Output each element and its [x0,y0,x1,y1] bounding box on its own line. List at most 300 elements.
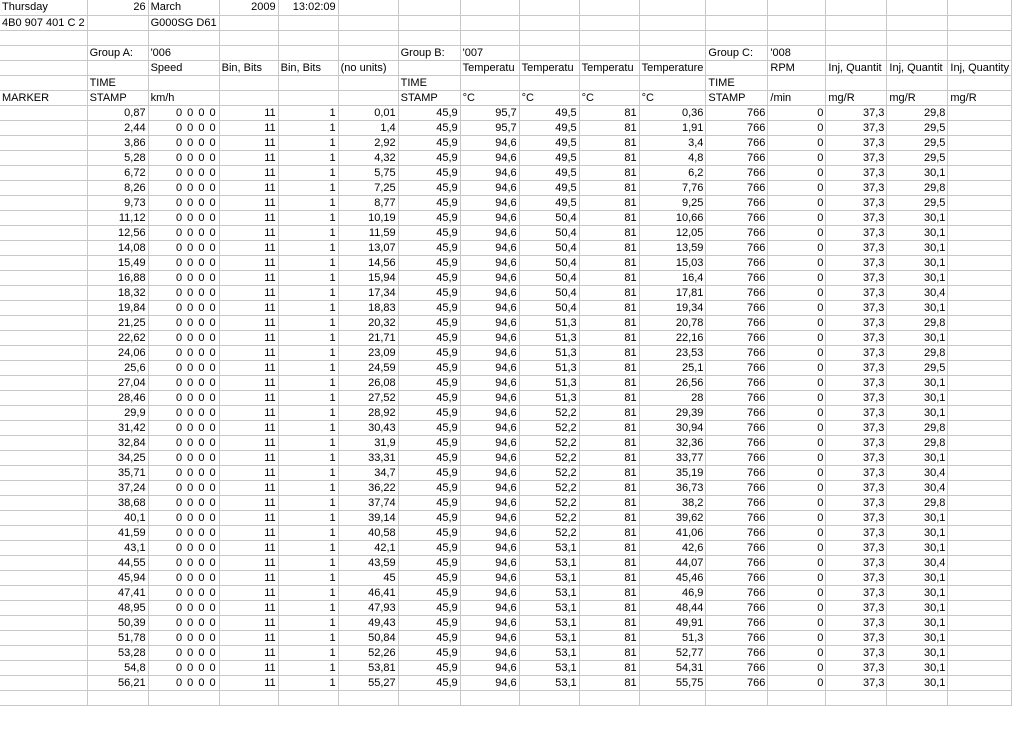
rpm-cell[interactable]: 0 [768,375,826,390]
rpm-cell[interactable]: 0 [768,555,826,570]
time-stamp-c-cell[interactable]: 766 [706,480,768,495]
rpm-cell[interactable]: 0 [768,345,826,360]
empty-cell[interactable] [519,75,579,90]
rpm-cell[interactable]: 0 [768,435,826,450]
temperature-3-cell[interactable]: 81 [579,150,639,165]
empty-cell[interactable] [148,75,219,90]
empty-cell[interactable] [398,690,460,705]
time-stamp-a-cell[interactable]: 51,78 [87,630,148,645]
bin-bits-name-cell[interactable]: Bin, Bits [278,60,338,75]
inj-quantity-3-cell[interactable] [948,120,1012,135]
temperature-2-cell[interactable]: 52,2 [519,525,579,540]
inj-unit-cell[interactable]: mg/R [826,90,887,105]
marker-cell[interactable] [0,270,87,285]
temperature-name-cell[interactable]: Temperature [639,60,706,75]
marker-cell[interactable] [0,390,87,405]
time-stamp-a-cell[interactable]: 31,42 [87,420,148,435]
bin-bits-2-cell[interactable]: 1 [278,495,338,510]
speed-cell[interactable]: 0 0 0 0 [148,660,219,675]
empty-cell[interactable] [887,45,948,60]
time-stamp-a-cell[interactable]: 5,28 [87,150,148,165]
time-stamp-a-cell[interactable]: 2,44 [87,120,148,135]
empty-cell[interactable] [948,15,1012,30]
time-stamp-c-cell[interactable]: 766 [706,630,768,645]
bin-bits-cell[interactable]: 11 [219,270,278,285]
empty-cell[interactable] [0,45,87,60]
speed-cell[interactable]: 0 0 0 0 [148,585,219,600]
time-stamp-b-cell[interactable]: 45,9 [398,285,460,300]
no-units-cell[interactable]: 17,34 [338,285,398,300]
empty-cell[interactable] [87,690,148,705]
temperature-4-cell[interactable]: 13,59 [639,240,706,255]
time-stamp-a-cell[interactable]: 15,49 [87,255,148,270]
temperature-4-cell[interactable]: 52,77 [639,645,706,660]
time-stamp-a-cell[interactable]: 18,32 [87,285,148,300]
inj-quantity-3-cell[interactable] [948,255,1012,270]
temperature-2-cell[interactable]: 51,3 [519,390,579,405]
temperature-1-cell[interactable]: 94,6 [460,360,519,375]
time-stamp-c-cell[interactable]: 766 [706,525,768,540]
rpm-cell[interactable]: 0 [768,675,826,690]
bin-bits-cell[interactable]: 11 [219,330,278,345]
inj-quantity-2-cell[interactable]: 30,1 [887,525,948,540]
rpm-cell[interactable]: 0 [768,510,826,525]
temperature-4-cell[interactable]: 48,44 [639,600,706,615]
inj-quantity-2-cell[interactable]: 30,1 [887,330,948,345]
empty-cell[interactable] [887,690,948,705]
inj-quantity-1-cell[interactable]: 37,3 [826,495,887,510]
bin-bits-cell[interactable]: 11 [219,135,278,150]
marker-cell[interactable] [0,570,87,585]
bin-bits-cell[interactable]: 11 [219,510,278,525]
no-units-cell[interactable]: 34,7 [338,465,398,480]
temperature-1-cell[interactable]: 94,6 [460,180,519,195]
bin-bits-cell[interactable]: 11 [219,405,278,420]
temperature-3-cell[interactable]: 81 [579,375,639,390]
time-stamp-a-cell[interactable]: 44,55 [87,555,148,570]
no-units-cell[interactable]: 10,19 [338,210,398,225]
temperature-2-cell[interactable]: 53,1 [519,555,579,570]
bin-bits-2-cell[interactable]: 1 [278,525,338,540]
speed-cell[interactable]: 0 0 0 0 [148,615,219,630]
time-stamp-b-cell[interactable]: 45,9 [398,135,460,150]
empty-cell[interactable] [460,0,519,15]
no-units-cell[interactable]: 49,43 [338,615,398,630]
time-stamp-a-cell[interactable]: 6,72 [87,165,148,180]
time-stamp-c-cell[interactable]: 766 [706,585,768,600]
time-stamp-c-cell[interactable]: 766 [706,510,768,525]
temperature-4-cell[interactable]: 20,78 [639,315,706,330]
inj-quantity-2-cell[interactable]: 30,4 [887,555,948,570]
rpm-cell[interactable]: 0 [768,465,826,480]
inj-quantity-3-cell[interactable] [948,315,1012,330]
temperature-1-cell[interactable]: 94,6 [460,285,519,300]
bin-bits-2-cell[interactable]: 1 [278,405,338,420]
temperature-1-cell[interactable]: 94,6 [460,465,519,480]
temperature-4-cell[interactable]: 51,3 [639,630,706,645]
temperature-3-cell[interactable]: 81 [579,345,639,360]
temperature-3-cell[interactable]: 81 [579,420,639,435]
inj-quantity-3-cell[interactable] [948,645,1012,660]
inj-quantity-name-cell[interactable]: Inj, Quantit [887,60,948,75]
time-stamp-c-cell[interactable]: 766 [706,555,768,570]
time-stamp-a-cell[interactable]: 0,87 [87,105,148,120]
marker-cell[interactable] [0,180,87,195]
time-stamp-b-cell[interactable]: 45,9 [398,660,460,675]
temperature-3-cell[interactable]: 81 [579,225,639,240]
time-stamp-a-cell[interactable]: 29,9 [87,405,148,420]
bin-bits-2-cell[interactable]: 1 [278,435,338,450]
empty-cell[interactable] [460,15,519,30]
temperature-2-cell[interactable]: 52,2 [519,420,579,435]
temperature-4-cell[interactable]: 10,66 [639,210,706,225]
bin-bits-cell[interactable]: 11 [219,570,278,585]
inj-quantity-1-cell[interactable]: 37,3 [826,405,887,420]
speed-cell[interactable]: 0 0 0 0 [148,405,219,420]
temperature-4-cell[interactable]: 46,9 [639,585,706,600]
temperature-2-cell[interactable]: 50,4 [519,270,579,285]
bin-bits-cell[interactable]: 11 [219,315,278,330]
temperature-3-cell[interactable]: 81 [579,300,639,315]
inj-quantity-2-cell[interactable]: 30,1 [887,375,948,390]
temperature-2-cell[interactable]: 49,5 [519,135,579,150]
time-stamp-a-cell[interactable]: 12,56 [87,225,148,240]
inj-quantity-1-cell[interactable]: 37,3 [826,630,887,645]
temperature-3-cell[interactable]: 81 [579,585,639,600]
rpm-cell[interactable]: 0 [768,150,826,165]
time-stamp-a-cell[interactable]: 41,59 [87,525,148,540]
time-stamp-b-cell[interactable]: 45,9 [398,225,460,240]
marker-cell[interactable] [0,660,87,675]
time-stamp-b-cell[interactable]: 45,9 [398,480,460,495]
bin-bits-cell[interactable]: 11 [219,450,278,465]
no-units-cell[interactable]: 50,84 [338,630,398,645]
no-units-cell[interactable]: 40,58 [338,525,398,540]
bin-bits-2-cell[interactable]: 1 [278,630,338,645]
speed-cell[interactable]: 0 0 0 0 [148,135,219,150]
marker-cell[interactable] [0,285,87,300]
empty-cell[interactable] [826,45,887,60]
empty-cell[interactable] [338,45,398,60]
time-cell[interactable]: 13:02:09 [278,0,338,15]
bin-bits-cell[interactable]: 11 [219,435,278,450]
temperature-1-cell[interactable]: 94,6 [460,615,519,630]
time-stamp-c-cell[interactable]: 766 [706,180,768,195]
bin-bits-2-cell[interactable]: 1 [278,120,338,135]
temperature-3-cell[interactable]: 81 [579,390,639,405]
empty-cell[interactable] [338,15,398,30]
time-stamp-b-cell[interactable]: 45,9 [398,585,460,600]
no-units-cell[interactable]: 36,22 [338,480,398,495]
empty-cell[interactable] [87,30,148,45]
speed-unit-cell[interactable]: km/h [148,90,219,105]
no-units-cell[interactable]: 52,26 [338,645,398,660]
inj-quantity-1-cell[interactable]: 37,3 [826,660,887,675]
temperature-1-cell[interactable]: 94,6 [460,315,519,330]
time-stamp-a-cell[interactable]: 34,25 [87,450,148,465]
bin-bits-cell[interactable]: 11 [219,120,278,135]
time-stamp-c-cell[interactable]: 766 [706,285,768,300]
temperature-1-cell[interactable]: 94,6 [460,660,519,675]
empty-cell[interactable] [338,0,398,15]
time-stamp-b-cell[interactable]: 45,9 [398,630,460,645]
no-units-cell[interactable]: 27,52 [338,390,398,405]
time-stamp-c-cell[interactable]: 766 [706,315,768,330]
no-units-cell[interactable]: 37,74 [338,495,398,510]
empty-cell[interactable] [948,30,1012,45]
temperature-unit-cell[interactable]: °C [460,90,519,105]
marker-cell[interactable] [0,555,87,570]
bin-bits-2-cell[interactable]: 1 [278,135,338,150]
empty-cell[interactable] [519,15,579,30]
time-stamp-b-cell[interactable]: 45,9 [398,465,460,480]
bin-bits-2-cell[interactable]: 1 [278,105,338,120]
stamp-a-cell[interactable]: STAMP [87,90,148,105]
inj-quantity-3-cell[interactable] [948,150,1012,165]
rpm-cell[interactable]: 0 [768,225,826,240]
bin-bits-2-cell[interactable]: 1 [278,345,338,360]
temperature-3-cell[interactable]: 81 [579,210,639,225]
inj-quantity-3-cell[interactable] [948,525,1012,540]
inj-quantity-1-cell[interactable]: 37,3 [826,390,887,405]
inj-quantity-3-cell[interactable] [948,300,1012,315]
temperature-2-cell[interactable]: 51,3 [519,360,579,375]
empty-cell[interactable] [148,30,219,45]
inj-quantity-3-cell[interactable] [948,195,1012,210]
inj-quantity-3-cell[interactable] [948,240,1012,255]
inj-quantity-1-cell[interactable]: 37,3 [826,270,887,285]
bin-bits-2-cell[interactable]: 1 [278,540,338,555]
temperature-4-cell[interactable]: 32,36 [639,435,706,450]
time-stamp-c-cell[interactable]: 766 [706,225,768,240]
speed-cell[interactable]: 0 0 0 0 [148,555,219,570]
inj-quantity-1-cell[interactable]: 37,3 [826,195,887,210]
temperature-2-cell[interactable]: 50,4 [519,255,579,270]
inj-quantity-3-cell[interactable] [948,390,1012,405]
time-stamp-b-cell[interactable]: 45,9 [398,405,460,420]
speed-cell[interactable]: 0 0 0 0 [148,120,219,135]
marker-cell[interactable] [0,300,87,315]
no-units-cell[interactable]: 45 [338,570,398,585]
no-units-cell[interactable]: 4,32 [338,150,398,165]
no-units-cell[interactable]: 0,01 [338,105,398,120]
time-stamp-b-cell[interactable]: 45,9 [398,525,460,540]
temperature-2-cell[interactable]: 53,1 [519,570,579,585]
inj-quantity-1-cell[interactable]: 37,3 [826,150,887,165]
marker-cell[interactable] [0,375,87,390]
inj-quantity-3-cell[interactable] [948,135,1012,150]
bin-bits-name-cell[interactable]: Bin, Bits [219,60,278,75]
temperature-2-cell[interactable]: 50,4 [519,240,579,255]
empty-cell[interactable] [579,30,639,45]
time-stamp-c-cell[interactable]: 766 [706,240,768,255]
rpm-cell[interactable]: 0 [768,315,826,330]
inj-quantity-1-cell[interactable]: 37,3 [826,225,887,240]
inj-quantity-3-cell[interactable] [948,435,1012,450]
bin-bits-2-cell[interactable]: 1 [278,570,338,585]
marker-cell[interactable] [0,225,87,240]
time-stamp-c-cell[interactable]: 766 [706,135,768,150]
time-stamp-b-cell[interactable]: 45,9 [398,570,460,585]
empty-cell[interactable] [579,75,639,90]
no-units-cell[interactable]: 2,92 [338,135,398,150]
inj-quantity-3-cell[interactable] [948,180,1012,195]
time-stamp-a-cell[interactable]: 56,21 [87,675,148,690]
bin-bits-2-cell[interactable]: 1 [278,315,338,330]
time-stamp-c-cell[interactable]: 766 [706,570,768,585]
time-stamp-c-cell[interactable]: 766 [706,405,768,420]
rpm-cell[interactable]: 0 [768,450,826,465]
time-label-c[interactable]: TIME [706,75,768,90]
temperature-4-cell[interactable]: 30,94 [639,420,706,435]
temperature-3-cell[interactable]: 81 [579,525,639,540]
inj-quantity-1-cell[interactable]: 37,3 [826,375,887,390]
marker-cell[interactable] [0,585,87,600]
temperature-3-cell[interactable]: 81 [579,540,639,555]
speed-cell[interactable]: 0 0 0 0 [148,375,219,390]
inj-quantity-3-cell[interactable] [948,405,1012,420]
temperature-2-cell[interactable]: 53,1 [519,585,579,600]
group-c-id[interactable]: '008 [768,45,826,60]
speed-cell[interactable]: 0 0 0 0 [148,525,219,540]
inj-quantity-3-cell[interactable] [948,420,1012,435]
rpm-cell[interactable]: 0 [768,645,826,660]
empty-cell[interactable] [398,30,460,45]
temperature-2-cell[interactable]: 53,1 [519,540,579,555]
inj-quantity-3-cell[interactable] [948,105,1012,120]
temperature-1-cell[interactable]: 94,6 [460,135,519,150]
inj-quantity-2-cell[interactable]: 29,8 [887,105,948,120]
marker-cell[interactable] [0,435,87,450]
marker-cell[interactable] [0,405,87,420]
time-stamp-a-cell[interactable]: 24,06 [87,345,148,360]
rpm-cell[interactable]: 0 [768,630,826,645]
time-stamp-a-cell[interactable]: 19,84 [87,300,148,315]
time-stamp-b-cell[interactable]: 45,9 [398,450,460,465]
no-units-cell[interactable]: 24,59 [338,360,398,375]
empty-cell[interactable] [639,75,706,90]
speed-cell[interactable]: 0 0 0 0 [148,510,219,525]
temperature-2-cell[interactable]: 52,2 [519,510,579,525]
temperature-3-cell[interactable]: 81 [579,120,639,135]
inj-quantity-2-cell[interactable]: 30,1 [887,210,948,225]
time-stamp-b-cell[interactable]: 45,9 [398,195,460,210]
inj-quantity-1-cell[interactable]: 37,3 [826,600,887,615]
empty-cell[interactable] [948,0,1012,15]
empty-cell[interactable] [706,60,768,75]
inj-quantity-1-cell[interactable]: 37,3 [826,240,887,255]
temperature-unit-cell[interactable]: °C [639,90,706,105]
marker-cell[interactable] [0,495,87,510]
temperature-4-cell[interactable]: 39,62 [639,510,706,525]
inj-quantity-2-cell[interactable]: 30,1 [887,240,948,255]
inj-quantity-2-cell[interactable]: 30,4 [887,285,948,300]
bin-bits-2-cell[interactable]: 1 [278,465,338,480]
marker-cell[interactable] [0,135,87,150]
group-b-id[interactable]: '007 [460,45,519,60]
empty-cell[interactable] [639,690,706,705]
bin-bits-2-cell[interactable]: 1 [278,255,338,270]
empty-cell[interactable] [826,690,887,705]
empty-cell[interactable] [519,30,579,45]
speed-cell[interactable]: 0 0 0 0 [148,570,219,585]
inj-quantity-2-cell[interactable]: 30,1 [887,510,948,525]
bin-bits-cell[interactable]: 11 [219,525,278,540]
temperature-1-cell[interactable]: 94,6 [460,525,519,540]
temperature-4-cell[interactable]: 49,91 [639,615,706,630]
inj-quantity-2-cell[interactable]: 29,8 [887,495,948,510]
speed-cell[interactable]: 0 0 0 0 [148,450,219,465]
rpm-cell[interactable]: 0 [768,480,826,495]
temperature-2-cell[interactable]: 51,3 [519,330,579,345]
temperature-2-cell[interactable]: 51,3 [519,345,579,360]
speed-cell[interactable]: 0 0 0 0 [148,435,219,450]
empty-cell[interactable] [639,15,706,30]
temperature-4-cell[interactable]: 36,73 [639,480,706,495]
marker-cell[interactable] [0,480,87,495]
inj-quantity-2-cell[interactable]: 29,8 [887,435,948,450]
time-stamp-b-cell[interactable]: 45,9 [398,105,460,120]
inj-quantity-1-cell[interactable]: 37,3 [826,675,887,690]
bin-bits-cell[interactable]: 11 [219,495,278,510]
time-stamp-a-cell[interactable]: 8,26 [87,180,148,195]
empty-cell[interactable] [579,690,639,705]
temperature-1-cell[interactable]: 94,6 [460,555,519,570]
time-stamp-a-cell[interactable]: 48,95 [87,600,148,615]
inj-quantity-3-cell[interactable] [948,210,1012,225]
time-stamp-b-cell[interactable]: 45,9 [398,390,460,405]
temperature-4-cell[interactable]: 6,2 [639,165,706,180]
temperature-4-cell[interactable]: 12,05 [639,225,706,240]
no-units-cell[interactable]: 7,25 [338,180,398,195]
marker-cell[interactable] [0,105,87,120]
temperature-1-cell[interactable]: 94,6 [460,405,519,420]
time-stamp-c-cell[interactable]: 766 [706,150,768,165]
temperature-4-cell[interactable]: 22,16 [639,330,706,345]
time-stamp-a-cell[interactable]: 37,24 [87,480,148,495]
speed-cell[interactable]: 0 0 0 0 [148,480,219,495]
inj-quantity-1-cell[interactable]: 37,3 [826,180,887,195]
temperature-4-cell[interactable]: 38,2 [639,495,706,510]
empty-cell[interactable] [948,75,1012,90]
no-units-cell[interactable]: 26,08 [338,375,398,390]
inj-quantity-1-cell[interactable]: 37,3 [826,615,887,630]
temperature-3-cell[interactable]: 81 [579,675,639,690]
marker-cell[interactable] [0,420,87,435]
inj-quantity-1-cell[interactable]: 37,3 [826,420,887,435]
empty-cell[interactable] [460,690,519,705]
marker-cell[interactable] [0,360,87,375]
marker-cell[interactable] [0,120,87,135]
inj-quantity-3-cell[interactable] [948,165,1012,180]
time-stamp-c-cell[interactable]: 766 [706,210,768,225]
month-cell[interactable]: March [148,0,219,15]
temperature-3-cell[interactable]: 81 [579,615,639,630]
marker-cell[interactable] [0,465,87,480]
group-b-label[interactable]: Group B: [398,45,460,60]
bin-bits-2-cell[interactable]: 1 [278,585,338,600]
inj-unit-cell[interactable]: mg/R [887,90,948,105]
temperature-2-cell[interactable]: 49,5 [519,120,579,135]
empty-cell[interactable] [948,45,1012,60]
marker-cell[interactable] [0,195,87,210]
time-stamp-c-cell[interactable]: 766 [706,345,768,360]
temperature-2-cell[interactable]: 49,5 [519,195,579,210]
inj-quantity-2-cell[interactable]: 30,1 [887,405,948,420]
temperature-1-cell[interactable]: 94,6 [460,210,519,225]
no-units-cell[interactable]: 5,75 [338,165,398,180]
bin-bits-2-cell[interactable]: 1 [278,675,338,690]
